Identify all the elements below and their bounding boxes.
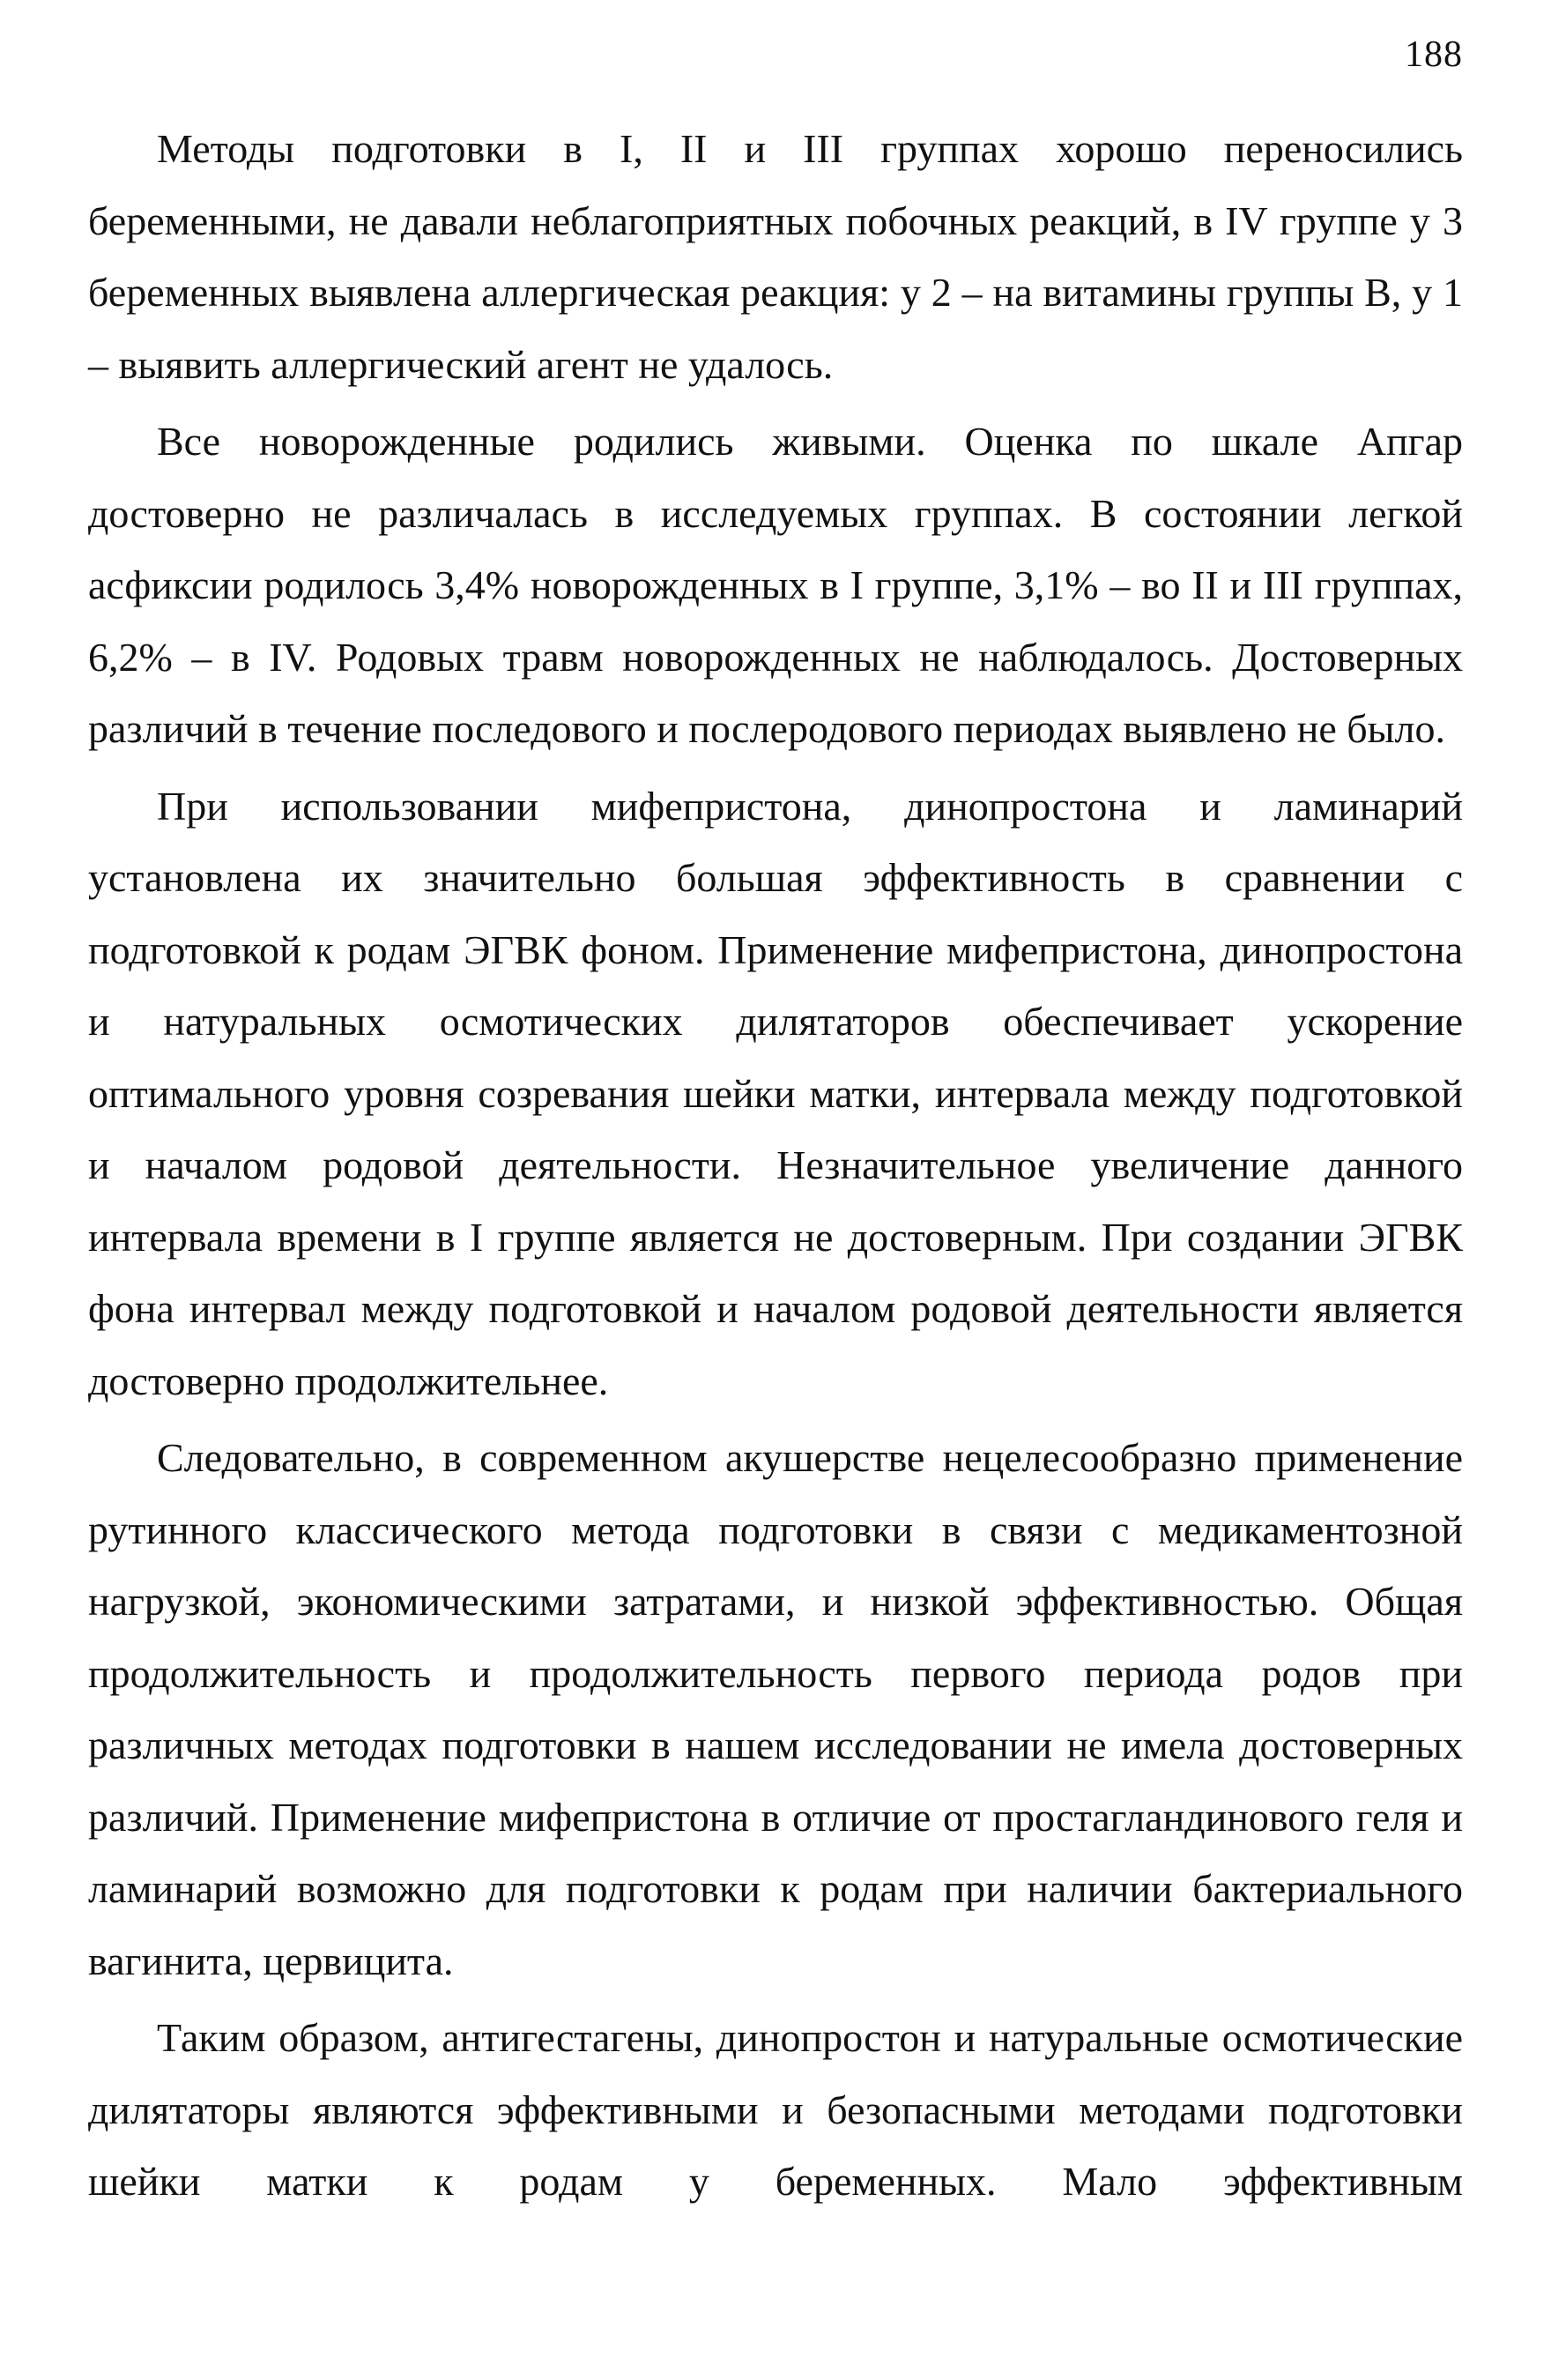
body-text bbox=[88, 113, 1463, 2223]
paragraph-conclusion-routine: Следовательно, в современном акушерстве нецелесообразно применение рутинного классического метода подготовки в связи с медикаментозной нагрузкой, экономическими затратами, и низкой эффективностью. Общая продолжительность и продолжительность первого периода родов при различных методах подготовки в нашем исследовании не имела достоверных различий. Применение мифепристона в отличие от простагландинового геля и ламинарий возможно для подготовки к родам при наличии бактериального вагинита, цервицита. bbox=[88, 1435, 1463, 1983]
paragraph-effectiveness: При использовании мифепристона, динопростона и ламинарий установлена их значительно большая эффективность в сравнении с подготовкой к родам ЭГВК фоном. Применение мифепристона, динопростона и натуральных осмотических дилятаторов обеспечивает ускорение оптимального уровня созревания шейки матки, интервала между подготовкой и началом родовой деятельности. Незначительное увеличение данного интервала времени в I группе является не достоверным. При создании ЭГВК фона интервал между подготовкой и началом родовой деятельности является достоверно продолжительнее. bbox=[88, 783, 1463, 1403]
page-number: 188 bbox=[1405, 34, 1463, 75]
paragraph-newborns: Все новорожденные родились живыми. Оценка по шкале Апгар достоверно не различалась в исследуемых группах. В состоянии легкой асфиксии родилось 3,4% новорожденных в I группе, 3,1% – во II и III группах, 6,2% – в IV. Родовых травм новорожденных не наблюдалось. Достоверных различий в течение последового и послеродового периодах выявлено не было. bbox=[88, 419, 1463, 751]
paragraph-side-effects: Методы подготовки в I, II и III группах хорошо переносились беременными, не давали неблагоприятных побочных реакций, в IV группе у 3 беременных выявлена аллергическая реакция: у 2 – на витамины группы В, у 1 – выявить аллергический агент не удалось. bbox=[88, 126, 1463, 387]
paragraph-conclusion-final: Таким образом, антигестагены, динопростон и натуральные осмотические дилятаторы являются эффективными и безопасными методами подготовки шейки матки к родам у беременных. Мало эффективным bbox=[88, 2015, 1463, 2204]
